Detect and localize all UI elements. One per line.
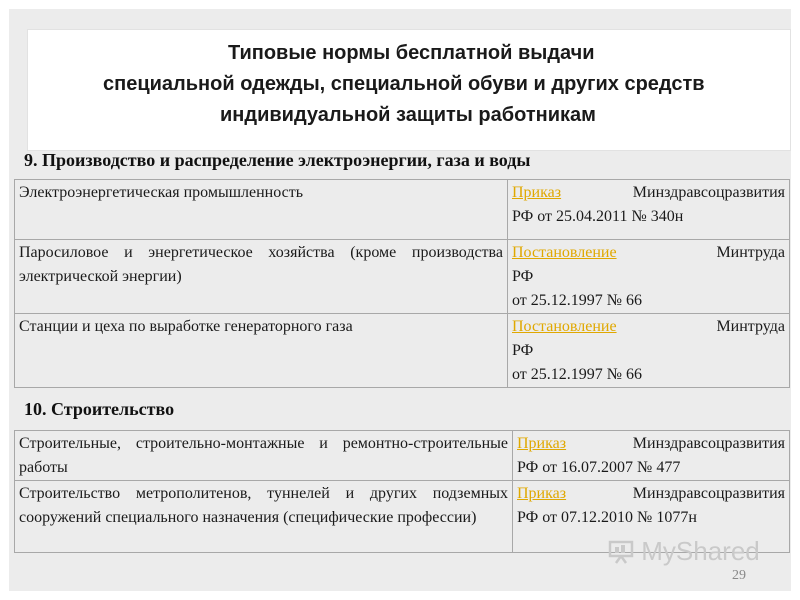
- norms-table-energy: [14, 179, 790, 388]
- table-row: [15, 431, 790, 481]
- activity-cell: Паросиловое и энергетическое хозяйства (кроме производства электрической энергии): [15, 240, 508, 314]
- watermark: [608, 536, 760, 567]
- document-line-2: РФ от 07.12.2010 № 1077н: [517, 509, 697, 526]
- document-line-1: [512, 315, 785, 339]
- title-line-1: Типовые нормы бесплатной выдачи: [228, 42, 595, 64]
- activity-cell: Станции и цеха по выработке генераторного газа: [15, 314, 508, 388]
- document-line-1: [512, 241, 785, 265]
- table-row: [15, 180, 790, 240]
- document-line-3: от 25.12.1997 № 66: [512, 292, 643, 309]
- document-link[interactable]: Приказ: [517, 435, 567, 452]
- activity-cell: Строительство метрополитенов, туннелей и других подземных сооружений специального назначения (специфические профессии): [15, 481, 513, 553]
- document-issuer: Минздравсоцразвития: [632, 184, 785, 201]
- document-line-2: РФ от 25.04.2011 № 340н: [512, 208, 684, 225]
- title-box: [27, 29, 791, 151]
- document-issuer: Минздравсоцразвития: [632, 485, 785, 502]
- document-link[interactable]: Постановление: [512, 318, 617, 335]
- table-row: [15, 314, 790, 388]
- section-heading-9: 9. Производство и распределение электроэнергии, газа и воды: [24, 150, 531, 170]
- document-link[interactable]: Постановление: [512, 244, 617, 261]
- activity-cell: Строительные, строительно-монтажные и ремонтно-строительные работы: [15, 431, 513, 481]
- document-link[interactable]: Приказ: [512, 184, 562, 201]
- document-cell: [513, 431, 790, 481]
- activity-cell: Электроэнергетическая промышленность: [15, 180, 508, 240]
- document-line-2: РФ: [512, 342, 534, 359]
- document-issuer: Минтруда: [716, 244, 785, 261]
- document-line-1: [512, 181, 785, 205]
- presentation-icon: [608, 540, 634, 564]
- document-line-1: [517, 482, 785, 506]
- document-line-2: РФ от 16.07.2007 № 477: [517, 459, 681, 476]
- slide: [9, 9, 791, 591]
- title-line-3: индивидуальной защиты работникам: [220, 104, 596, 126]
- section-heading-10: 10. Строительство: [24, 399, 175, 419]
- document-link[interactable]: Приказ: [517, 485, 567, 502]
- document-cell: [508, 180, 790, 240]
- document-line-3: от 25.12.1997 № 66: [512, 366, 643, 383]
- table-row: [15, 240, 790, 314]
- document-issuer: Минтруда: [716, 318, 785, 335]
- document-issuer: Минздравсоцразвития: [632, 435, 785, 452]
- norms-table-construction: [14, 430, 790, 553]
- document-cell: [508, 240, 790, 314]
- watermark-text: MyShared: [641, 536, 760, 566]
- title-line-2: специальной одежды, специальной обуви и других средств: [103, 73, 705, 95]
- document-line-1: [517, 432, 785, 456]
- document-line-2: РФ: [512, 268, 534, 285]
- document-cell: [508, 314, 790, 388]
- page-number: 29: [732, 568, 746, 583]
